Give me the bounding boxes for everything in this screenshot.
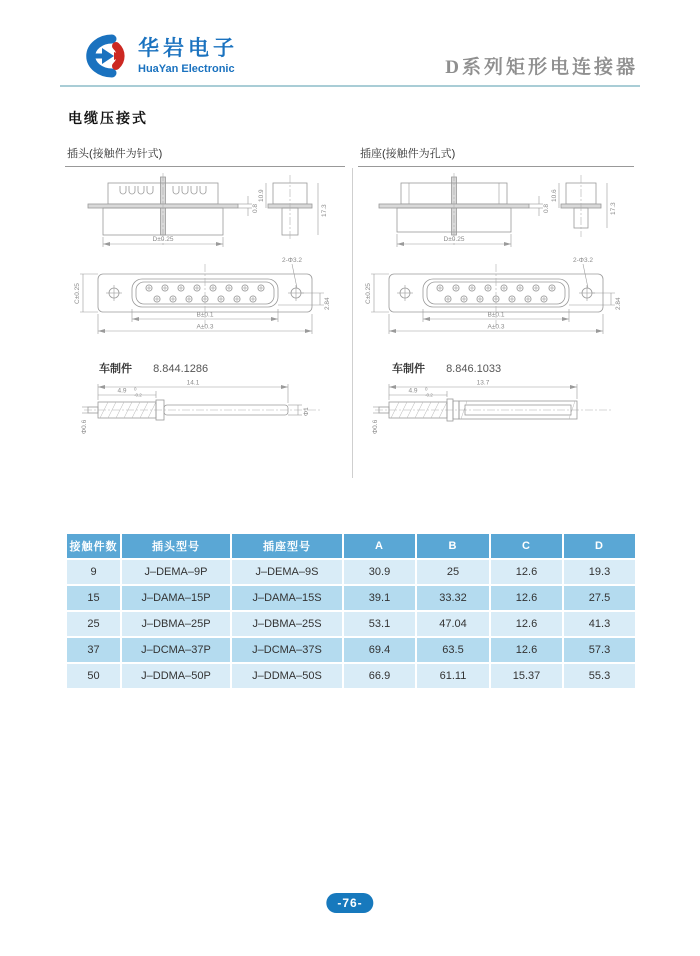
spec-table	[65, 532, 637, 690]
socket-face-view-drawing	[361, 252, 631, 340]
plug-face-view-drawing	[70, 252, 340, 340]
table-cell: J–DBMA–25S	[231, 611, 343, 637]
table-cell: 15.37	[490, 663, 563, 689]
socket-dim-h2: 17.3	[610, 202, 617, 215]
col-plug-model: 插头型号	[121, 533, 231, 559]
col-contact-count: 接触件数	[66, 533, 121, 559]
table-cell: 15	[66, 585, 121, 611]
plug-contact-tol-sub: -0.2	[134, 392, 142, 398]
table-cell: J–DCMA–37S	[231, 637, 343, 663]
table-cell: J–DDMA–50P	[121, 663, 231, 689]
plug-contact-crimp: 4.9	[117, 387, 127, 395]
table-cell: 39.1	[343, 585, 416, 611]
logo-name-en: HuaYan Electronic	[138, 62, 235, 75]
table-cell: 19.3	[563, 559, 636, 585]
socket-contact-tol-sub: -0.2	[425, 392, 433, 398]
plug-top-view-drawing	[80, 167, 330, 252]
col-socket-model: 插座型号	[231, 533, 343, 559]
plug-dim-flange: 0.8	[252, 203, 259, 213]
plug-dim-a: A±0.3	[196, 323, 214, 331]
socket-contact-drawing	[371, 376, 621, 436]
table-cell: J–DAMA–15S	[231, 585, 343, 611]
socket-machined-number: 8.846.1033	[446, 363, 502, 375]
socket-panel	[358, 145, 634, 436]
table-cell: 61.11	[416, 663, 490, 689]
col-d: D	[563, 533, 636, 559]
spec-table-body	[66, 559, 636, 689]
doc-title: D系列矩形电连接器	[445, 57, 638, 78]
socket-dim-b: B±0.1	[487, 311, 505, 319]
plug-dim-d: D±0.25	[152, 236, 174, 243]
plug-dim-offset: 2.84	[324, 297, 331, 310]
plug-contact-drawing	[80, 376, 330, 436]
plug-dim-h2: 17.3	[321, 204, 328, 217]
table-cell: 53.1	[343, 611, 416, 637]
table-cell: 12.6	[490, 559, 563, 585]
plug-machined-number: 8.844.1286	[153, 363, 209, 375]
socket-dim-holes: 2-Φ3.2	[573, 257, 594, 264]
table-row	[66, 559, 636, 585]
table-cell: 9	[66, 559, 121, 585]
table-cell: 25	[66, 611, 121, 637]
socket-panel-label: 插座(接触件为孔式)	[358, 145, 634, 167]
plug-machined-part	[99, 360, 345, 376]
col-c: C	[490, 533, 563, 559]
socket-contact-crimp: 4.9	[408, 387, 418, 395]
col-a: A	[343, 533, 416, 559]
col-b: B	[416, 533, 490, 559]
plug-dim-holes: 2-Φ3.2	[282, 257, 303, 264]
socket-dim-flange: 0.8	[543, 203, 550, 213]
table-cell: J–DEMA–9P	[121, 559, 231, 585]
table-cell: 66.9	[343, 663, 416, 689]
plug-contact-dia-wire: Φ0.6	[81, 419, 88, 434]
table-row	[66, 663, 636, 689]
table-row	[66, 637, 636, 663]
socket-dim-offset: 2.84	[615, 297, 622, 310]
socket-dim-d: D±0.25	[443, 236, 465, 243]
plug-machined-label: 车制件	[99, 363, 132, 375]
table-cell: 69.4	[343, 637, 416, 663]
table-cell: 12.6	[490, 585, 563, 611]
table-cell: 27.5	[563, 585, 636, 611]
table-cell: 47.04	[416, 611, 490, 637]
page-number-badge: -76-	[326, 893, 373, 913]
plug-panel	[65, 145, 345, 436]
table-cell: 12.6	[490, 611, 563, 637]
table-cell: 33.32	[416, 585, 490, 611]
socket-contact-length: 13.7	[476, 379, 490, 387]
socket-contact-tol-sup: 0	[425, 386, 428, 392]
table-cell: 37	[66, 637, 121, 663]
plug-panel-label: 插头(接触件为针式)	[65, 145, 345, 167]
table-cell: 63.5	[416, 637, 490, 663]
panel-divider	[352, 168, 353, 478]
table-cell: J–DDMA–50S	[231, 663, 343, 689]
table-row	[66, 585, 636, 611]
socket-contact-dia-wire: Φ0.6	[372, 419, 379, 434]
table-cell: 41.3	[563, 611, 636, 637]
table-header-row	[66, 533, 636, 559]
table-cell: 55.3	[563, 663, 636, 689]
plug-dim-h1: 10.9	[258, 189, 265, 202]
socket-dim-c: C±0.25	[365, 283, 372, 304]
socket-dim-a: A±0.3	[487, 323, 505, 331]
table-cell: J–DAMA–15P	[121, 585, 231, 611]
logo-name-cn: 华岩电子	[138, 37, 238, 61]
company-logo	[72, 33, 238, 79]
socket-machined-label: 车制件	[392, 363, 425, 375]
section-title: 电缆压接式	[68, 110, 148, 126]
socket-dim-h1: 10.6	[551, 189, 558, 202]
table-cell: 30.9	[343, 559, 416, 585]
logo-swirl-icon	[72, 33, 128, 79]
plug-contact-length: 14.1	[186, 379, 200, 387]
socket-top-view-drawing	[371, 167, 621, 252]
table-cell: J–DEMA–9S	[231, 559, 343, 585]
socket-machined-part	[392, 360, 634, 376]
table-row	[66, 611, 636, 637]
plug-dim-b: B±0.1	[196, 311, 214, 319]
table-cell: J–DCMA–37P	[121, 637, 231, 663]
table-cell: 25	[416, 559, 490, 585]
plug-dim-c: C±0.25	[74, 283, 81, 304]
header-rule	[60, 85, 640, 87]
plug-contact-dia-tip: Φ1	[303, 407, 310, 416]
table-cell: 50	[66, 663, 121, 689]
plug-contact-tol-sup: 0	[134, 386, 137, 392]
table-cell: 57.3	[563, 637, 636, 663]
table-cell: 12.6	[490, 637, 563, 663]
table-cell: J–DBMA–25P	[121, 611, 231, 637]
